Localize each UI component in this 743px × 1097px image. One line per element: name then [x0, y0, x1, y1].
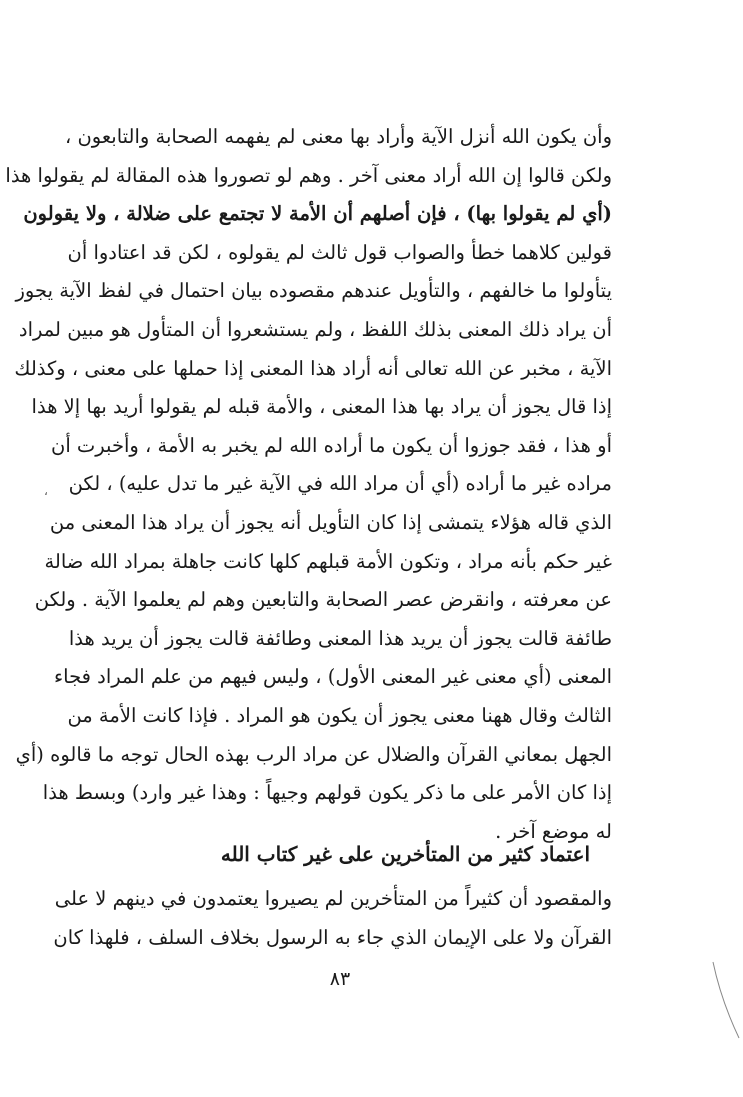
scan-edge-mark — [711, 960, 741, 1040]
text-line: ولكن قالوا إن الله أراد معنى آخر . وهم لو تصوروا هذه المقالة لم يقولوا هذا — [5, 163, 612, 187]
text-line: غير حكم بأنه مراد ، وتكون الأمة قبلهم كلها كانت جاهلة بمراد الله ضالة — [44, 549, 612, 573]
text-line: القرآن ولا على الإيمان الذي جاء به الرسول بخلاف السلف ، فلهذا كان — [53, 925, 612, 949]
text-line: أن يراد ذلك المعنى بذلك اللفظ ، ولم يستشعروا أن المتأول هو مبين لمراد — [18, 317, 612, 341]
text-line: المعنى (أي معنى غير المعنى الأول) ، وليس فيهم من علم المراد فجاء — [53, 665, 612, 689]
text-line: إذا قال يجوز أن يراد بها هذا المعنى ، والأمة قبله لم يقولوا أريد بها إلا هذا — [31, 395, 612, 419]
text-line: (أي لم يقولوا بها) ، فإن أصلهم أن الأمة لا تجتمع على ضلالة ، ولا يقولون — [23, 202, 612, 226]
text-line: الآية ، مخبر عن الله تعالى أنه أراد هذا المعنى إذا حملها على معنى ، وكذلك — [14, 356, 612, 380]
text-line: طائفة قالت يجوز أن يريد هذا المعنى وطائفة قالت يجوز أن يريد هذا — [68, 626, 612, 650]
main-paragraph — [5, 118, 612, 851]
text-line: وأن يكون الله أنزل الآية وأراد بها معنى لم يفهمه الصحابة والتابعون ، — [64, 125, 612, 148]
text-line: عن معرفته ، وانقرض عصر الصحابة والتابعين وهم لم يعلموا الآية . ولكن — [34, 588, 612, 612]
text-line: الثالث وقال ههنا معنى يجوز أن يكون هو المراد . فإذا كانت الأمة من — [67, 703, 612, 727]
text-line: إذا كان الأمر على ما ذكر يكون قولهم وجيهاً : وهذا غير وارد) وبسط هذا — [42, 781, 612, 805]
margin-mark: ، — [44, 484, 48, 498]
text-line: أو هذا ، فقد جوزوا أن يكون ما أراده الله لم يخبر به الأمة ، وأخبرت أن — [51, 433, 612, 457]
text-line: الذي قاله هؤلاء يتمشى إذا كان التأويل أنه يجوز أن يراد هذا المعنى من — [49, 510, 612, 534]
second-paragraph — [53, 880, 612, 957]
text-line: قولين كلاهما خطأ والصواب قول ثالث لم يقولوه ، لكن قد اعتادوا أن — [67, 240, 612, 264]
page-number: ٨٣ — [329, 968, 351, 990]
section-heading: اعتماد كثير من المتأخرين على غير كتاب الله — [220, 842, 590, 866]
text-line: يتأولوا ما خالفهم ، والتأويل عندهم مقصوده بيان احتمال في لفظ الآية يجوز — [15, 279, 612, 303]
text-line: والمقصود أن كثيراً من المتأخرين لم يصيروا يعتمدون في دينهم لا على — [54, 887, 612, 910]
text-line: الجهل بمعاني القرآن والضلال عن مراد الرب بهذه الحال توجه ما قالوه (أي — [15, 742, 612, 766]
text-line: مراده غير ما أراده (أي أن مراد الله في الآية غير ما تدل عليه) ، لكن — [68, 472, 612, 496]
text-line: له موضع آخر . — [495, 819, 612, 843]
